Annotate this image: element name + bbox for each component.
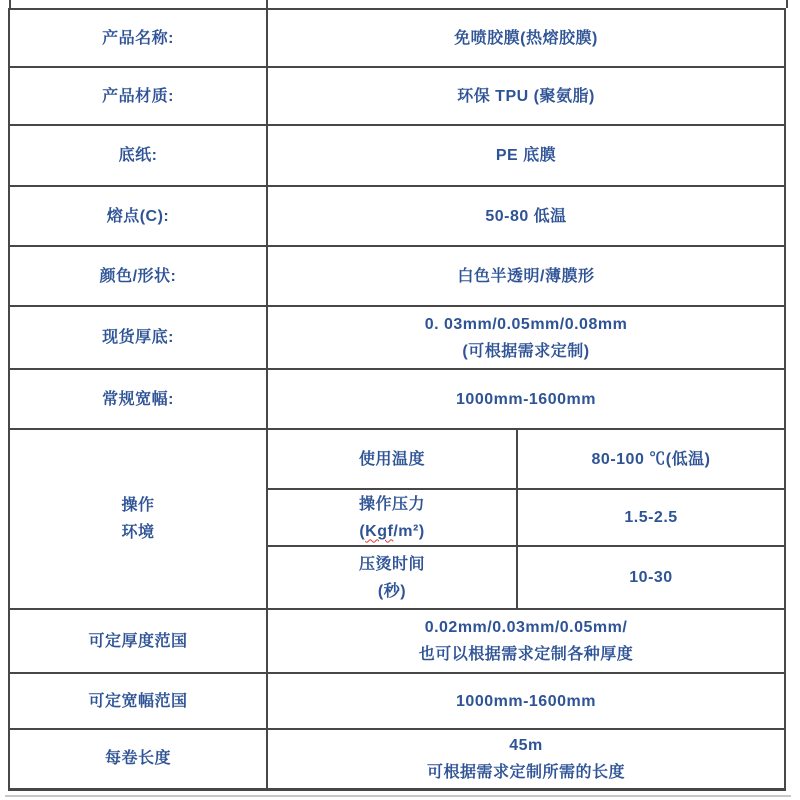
row-label bbox=[9, 125, 267, 186]
sub-row-label-text: 使用温度 bbox=[358, 450, 425, 468]
unit-prefix: ( bbox=[359, 522, 366, 540]
row-value-text: 1000mm-1600mm bbox=[456, 390, 596, 408]
row-value bbox=[267, 609, 785, 673]
sub-row-label-text: 压烫时间 bbox=[358, 555, 425, 573]
sub-row-label-unit: (秒) bbox=[377, 582, 407, 600]
row-value bbox=[267, 67, 785, 125]
spellcheck-underlined-word: Kgf bbox=[365, 522, 394, 540]
row-label bbox=[9, 673, 267, 729]
row-value bbox=[267, 9, 785, 67]
row-value bbox=[267, 125, 785, 186]
row-label-text: 可定宽幅范国 bbox=[88, 692, 188, 710]
row-label-text: 底纸: bbox=[118, 147, 158, 164]
row-label-text: 每卷长度 bbox=[104, 750, 171, 768]
sub-row-value bbox=[517, 489, 785, 546]
row-value-text: 也可以根据需求定制各种厚度 bbox=[418, 646, 634, 663]
sub-row-value-text: 10-30 bbox=[629, 569, 673, 586]
cropped-border-stub-left bbox=[9, 0, 11, 8]
table-row bbox=[9, 186, 785, 246]
row-value-text: 0. 03mm/0.05mm/0.08mm bbox=[424, 315, 628, 333]
row-label bbox=[9, 729, 267, 789]
row-label bbox=[9, 306, 267, 369]
table-row bbox=[9, 306, 785, 369]
row-value-text: 白色半透明/薄膜形 bbox=[457, 267, 595, 285]
row-value-text: 45m bbox=[509, 736, 543, 754]
sub-row-value bbox=[517, 429, 785, 489]
row-label-text: 产品材质: bbox=[102, 87, 174, 105]
row-value-text: 50-80 低温 bbox=[485, 207, 567, 225]
row-label bbox=[9, 609, 267, 673]
unit-suffix: /m²) bbox=[393, 522, 425, 540]
row-label bbox=[9, 67, 267, 125]
table-row bbox=[9, 67, 785, 125]
row-label bbox=[9, 369, 267, 429]
cropped-next-row-border bbox=[5, 795, 791, 797]
row-value bbox=[267, 369, 785, 429]
row-label bbox=[9, 246, 267, 306]
table-row bbox=[9, 246, 785, 306]
sub-row-label-unit bbox=[268, 518, 516, 545]
cropped-border-stub-right bbox=[786, 0, 788, 8]
row-value bbox=[267, 246, 785, 306]
operation-sub-row bbox=[9, 429, 785, 489]
row-label-text: 颜色/形状: bbox=[99, 267, 177, 285]
operation-label-line2: 环境 bbox=[121, 524, 155, 541]
row-value bbox=[267, 729, 785, 789]
row-value-text: 免喷胶膜(热熔胶膜) bbox=[454, 29, 598, 47]
cropped-border-stub-middle bbox=[266, 0, 268, 8]
sub-row-label-text: 操作压力 bbox=[358, 495, 425, 513]
product-spec-table bbox=[8, 8, 786, 791]
row-label bbox=[9, 186, 267, 246]
sub-row-value bbox=[517, 546, 785, 609]
row-label-text: 熔点(C): bbox=[106, 207, 170, 225]
operation-group-label bbox=[9, 429, 267, 609]
sub-row-label bbox=[267, 489, 517, 546]
row-value bbox=[267, 186, 785, 246]
row-value bbox=[267, 306, 785, 369]
row-value-text: 1000mm-1600mm bbox=[456, 692, 596, 710]
table-row bbox=[9, 125, 785, 186]
row-value-text: PE 底膜 bbox=[495, 147, 557, 164]
row-label bbox=[9, 9, 267, 67]
sub-row-value-text: 80-100 ℃(低温) bbox=[591, 450, 711, 468]
row-value-text: 环保 TPU (聚氨脂) bbox=[457, 87, 595, 105]
operation-label-line1: 操作 bbox=[121, 497, 155, 514]
row-label-text: 产品名称: bbox=[102, 29, 174, 47]
table-row bbox=[9, 673, 785, 729]
row-label-text: 现货厚底: bbox=[102, 329, 174, 346]
row-value bbox=[267, 673, 785, 729]
sub-row-label bbox=[267, 546, 517, 609]
row-value-text: 0.02mm/0.03mm/0.05mm/ bbox=[424, 619, 628, 636]
table-row bbox=[9, 609, 785, 673]
row-label-text: 常规宽幅: bbox=[102, 390, 174, 408]
table-row bbox=[9, 9, 785, 67]
sub-row-label bbox=[267, 429, 517, 489]
row-value-text: 可根据需求定制所需的长度 bbox=[426, 763, 625, 781]
table-row bbox=[9, 369, 785, 429]
row-value-text: (可根据需求定制) bbox=[462, 342, 590, 360]
sub-row-value-text: 1.5-2.5 bbox=[624, 509, 678, 526]
row-label-text: 可定厚度范国 bbox=[88, 632, 188, 650]
table-row bbox=[9, 729, 785, 789]
